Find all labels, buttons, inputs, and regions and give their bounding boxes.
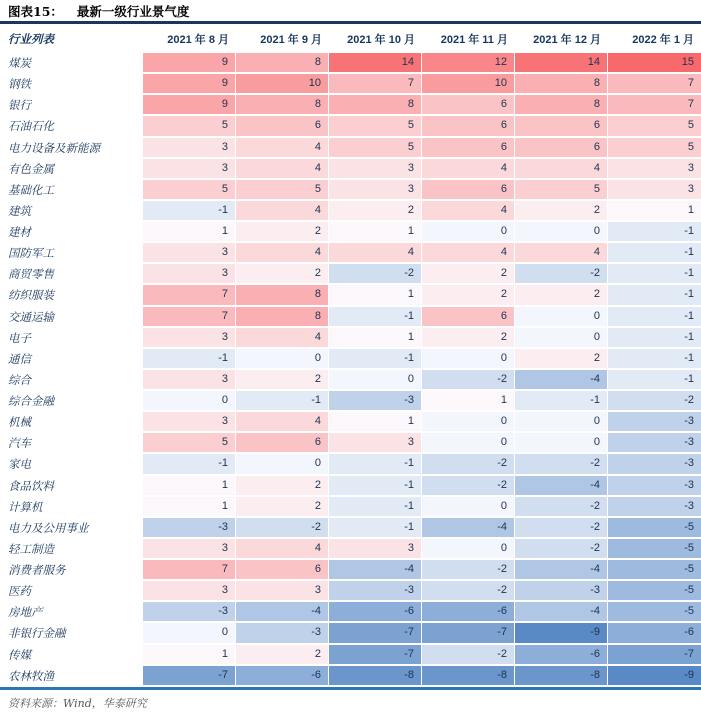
heatmap-cell: 7 (329, 74, 422, 95)
table-row (0, 222, 701, 243)
heatmap-cell: 2 (236, 222, 329, 243)
heatmap-cell: 4 (515, 159, 608, 180)
heatmap-cell: 0 (422, 433, 515, 454)
table-row (0, 412, 701, 433)
heatmap-cell: 8 (236, 307, 329, 328)
heatmap-cell: 5 (236, 180, 329, 201)
heatmap-cell: 4 (236, 201, 329, 222)
heatmap-cell: -4 (515, 370, 608, 391)
heatmap-cell: 0 (143, 623, 236, 644)
row-label-industry: 有色金属 (8, 161, 54, 176)
heatmap-cell: 4 (236, 539, 329, 560)
heatmap-cell: 2 (515, 201, 608, 222)
heatmap-cell: 14 (515, 53, 608, 74)
heatmap-cell: 8 (515, 74, 608, 95)
table-row (0, 138, 701, 159)
heatmap-cell: 1 (329, 285, 422, 306)
heatmap-cell: 4 (236, 328, 329, 349)
heatmap-cell: -1 (329, 454, 422, 475)
row-label-industry: 电力及公用事业 (8, 520, 89, 535)
source-row (0, 690, 701, 712)
heatmap-cell: 8 (236, 285, 329, 306)
heatmap-cell: -2 (422, 645, 515, 666)
table-row (0, 95, 701, 116)
table-row (0, 349, 701, 370)
heatmap-cell: -1 (608, 264, 701, 285)
row-label-industry: 食品饮料 (8, 478, 54, 493)
heatmap-cell: 0 (515, 412, 608, 433)
heatmap-cell: 3 (329, 433, 422, 454)
heatmap-cell: 0 (515, 328, 608, 349)
heatmap-cell: -3 (515, 581, 608, 602)
heatmap-cell: -4 (329, 560, 422, 581)
heatmap-cell: 8 (236, 95, 329, 116)
heatmap-cell: 0 (515, 222, 608, 243)
heatmap-cell: 1 (422, 391, 515, 412)
heatmap-cell: 4 (329, 243, 422, 264)
row-label-industry: 钢铁 (8, 77, 31, 92)
table-row (0, 159, 701, 180)
table-row (0, 307, 701, 328)
heatmap-cell: 7 (143, 285, 236, 306)
heatmap-cell: 9 (143, 74, 236, 95)
heatmap-cell: 3 (608, 159, 701, 180)
heatmap-cell: 4 (236, 159, 329, 180)
heatmap-cell: -1 (608, 328, 701, 349)
heatmap-cell: -1 (329, 497, 422, 518)
row-label-industry: 电力设备及新能源 (8, 140, 100, 155)
row-label-industry: 商贸零售 (8, 267, 54, 282)
heatmap-cell: 3 (143, 264, 236, 285)
heatmap-cell: 4 (422, 159, 515, 180)
heatmap-cell: 7 (608, 95, 701, 116)
heatmap-cell: 1 (143, 476, 236, 497)
heatmap-cell: 5 (608, 116, 701, 137)
table-row (0, 243, 701, 264)
heatmap-cell: -2 (608, 391, 701, 412)
heatmap-cell: 1 (143, 222, 236, 243)
heatmap-cell: 3 (608, 180, 701, 201)
heatmap-cell: 3 (329, 539, 422, 560)
heatmap-cell: -2 (422, 560, 515, 581)
heatmap-cell: 15 (608, 53, 701, 74)
heatmap-cell: 6 (236, 116, 329, 137)
column-header-month: 2021 年 10 月 (347, 33, 415, 46)
row-label-industry: 综合 (8, 372, 31, 387)
heatmap-cell: 2 (422, 328, 515, 349)
heatmap-cell: 5 (143, 116, 236, 137)
heatmap-cell: 0 (422, 497, 515, 518)
heatmap-cell: 3 (143, 159, 236, 180)
row-label-industry: 家电 (8, 457, 31, 472)
heatmap-cell: 2 (236, 370, 329, 391)
heatmap-cell: 7 (608, 74, 701, 95)
heatmap-cell: -9 (608, 666, 701, 687)
column-header-month: 2021 年 12 月 (533, 33, 601, 46)
heatmap-cell: -1 (329, 349, 422, 370)
heatmap-cell: -9 (515, 623, 608, 644)
heatmap-cell: -3 (608, 412, 701, 433)
heatmap-cell: -3 (608, 454, 701, 475)
heatmap-cell: -8 (329, 666, 422, 687)
heatmap-cell: 7 (143, 307, 236, 328)
heatmap-cell: 0 (422, 412, 515, 433)
column-header-month: 2021 年 8 月 (167, 33, 229, 46)
table-row (0, 581, 701, 602)
heatmap-cell: -5 (608, 602, 701, 623)
row-label-industry: 银行 (8, 98, 31, 113)
heatmap-cell: -2 (422, 581, 515, 602)
heatmap-cell: -2 (515, 518, 608, 539)
heatmap-cell: -7 (329, 645, 422, 666)
figure-title (0, 0, 701, 21)
heatmap-cell: -4 (515, 476, 608, 497)
heatmap-cell: 4 (515, 243, 608, 264)
table-row (0, 433, 701, 454)
heatmap-cell: -2 (515, 539, 608, 560)
heatmap-cell: 4 (422, 201, 515, 222)
heatmap-cell: 0 (422, 222, 515, 243)
table-header-row (0, 24, 701, 53)
heatmap-cell: -1 (329, 307, 422, 328)
table-row (0, 74, 701, 95)
table-row (0, 180, 701, 201)
heatmap-cell: -3 (143, 602, 236, 623)
heatmap-cell: 4 (236, 412, 329, 433)
source-text: 资料来源：Wind，华泰研究 (8, 696, 147, 710)
heatmap-cell: -1 (515, 391, 608, 412)
heatmap-cell: 4 (236, 138, 329, 159)
heatmap-cell: 2 (236, 476, 329, 497)
heatmap-cell: 3 (143, 243, 236, 264)
heatmap-cell: 1 (329, 412, 422, 433)
heatmap-cell: -1 (608, 370, 701, 391)
heatmap-cell: -3 (608, 497, 701, 518)
table-row (0, 476, 701, 497)
heatmap-cell: -1 (608, 222, 701, 243)
table-row (0, 53, 701, 74)
heatmap-cell: -1 (143, 454, 236, 475)
heatmap-cell: 4 (422, 243, 515, 264)
heatmap-cell: 10 (422, 74, 515, 95)
row-label-industry: 纺织服装 (8, 288, 54, 303)
table-row (0, 454, 701, 475)
row-label-industry: 轻工制造 (8, 541, 54, 556)
heatmap-cell: 6 (422, 95, 515, 116)
heatmap-cell: -6 (329, 602, 422, 623)
heatmap-cell: -4 (236, 602, 329, 623)
table-row (0, 560, 701, 581)
heatmap-cell: -1 (608, 243, 701, 264)
heatmap-cell: -4 (515, 602, 608, 623)
heatmap-cell: -3 (329, 581, 422, 602)
figure-title-text: 最新一级行业景气度 (76, 4, 190, 19)
heatmap-cell: 3 (143, 581, 236, 602)
heatmap-cell: 5 (143, 433, 236, 454)
heatmap-cell: -2 (515, 454, 608, 475)
heatmap-cell: 8 (329, 95, 422, 116)
heatmap-cell: -7 (143, 666, 236, 687)
heatmap-cell: -6 (422, 602, 515, 623)
row-label-industry: 农林牧渔 (8, 668, 54, 683)
heatmap-cell: 5 (515, 180, 608, 201)
heatmap-cell: 6 (236, 433, 329, 454)
heatmap-cell: 5 (329, 116, 422, 137)
heatmap-cell: -5 (608, 518, 701, 539)
heatmap-cell: 3 (143, 539, 236, 560)
row-label-industry: 计算机 (8, 499, 43, 514)
heatmap-cell: -4 (515, 560, 608, 581)
heatmap-cell: -3 (143, 518, 236, 539)
heatmap-cell: 9 (143, 53, 236, 74)
heatmap-cell: 0 (515, 307, 608, 328)
row-label-industry: 房地产 (8, 605, 43, 620)
heatmap-cell: 6 (422, 307, 515, 328)
heatmap-cell: -8 (422, 666, 515, 687)
heatmap-cell: 2 (515, 285, 608, 306)
heatmap-cell: 3 (143, 412, 236, 433)
heatmap-cell: 4 (236, 243, 329, 264)
table-row (0, 285, 701, 306)
heatmap-cell: 2 (329, 201, 422, 222)
row-label-industry: 基础化工 (8, 182, 54, 197)
table-row (0, 518, 701, 539)
heatmap-cell: 0 (143, 391, 236, 412)
heatmap-cell: -5 (608, 539, 701, 560)
row-label-industry: 消费者服务 (8, 563, 66, 577)
heatmap-cell: 2 (422, 264, 515, 285)
heatmap-cell: 12 (422, 53, 515, 74)
heatmap-cell: -4 (422, 518, 515, 539)
heatmap-cell: 3 (143, 138, 236, 159)
heatmap-cell: -3 (329, 391, 422, 412)
heatmap-cell: 0 (422, 539, 515, 560)
table-row (0, 623, 701, 644)
heatmap-cell: -2 (515, 497, 608, 518)
heatmap-cell: -1 (608, 307, 701, 328)
heatmap-cell: -2 (236, 518, 329, 539)
heatmap-cell: 1 (143, 645, 236, 666)
heatmap-cell: 2 (236, 264, 329, 285)
table-row (0, 201, 701, 222)
heatmap-cell: 3 (329, 180, 422, 201)
table-row (0, 497, 701, 518)
heatmap-cell: 1 (608, 201, 701, 222)
table-row (0, 328, 701, 349)
row-label-industry: 石油石化 (8, 119, 54, 134)
heatmap-cell: -2 (329, 264, 422, 285)
column-header-month: 2021 年 9 月 (260, 33, 322, 46)
heatmap-cell: 2 (236, 497, 329, 518)
heatmap-cell: -2 (422, 370, 515, 391)
table-row (0, 391, 701, 412)
heatmap-cell: 1 (329, 222, 422, 243)
heatmap-cell: -3 (608, 433, 701, 454)
heatmap-cell: -8 (515, 666, 608, 687)
row-label-industry: 国防军工 (8, 246, 54, 261)
heatmap-cell: 5 (608, 138, 701, 159)
column-header-month: 2021 年 11 月 (440, 33, 508, 46)
table-row (0, 645, 701, 666)
heatmap-cell: -7 (608, 645, 701, 666)
heatmap-cell: -1 (143, 201, 236, 222)
heatmap-cell: 8 (515, 95, 608, 116)
row-label-industry: 电子 (8, 330, 31, 345)
heatmap-cell: 2 (422, 285, 515, 306)
heatmap-cell: -5 (608, 581, 701, 602)
row-label-industry: 非银行金融 (8, 626, 66, 641)
heatmap-cell: 9 (143, 95, 236, 116)
heatmap-cell: -3 (236, 623, 329, 644)
table-row (0, 370, 701, 391)
heatmap-cell: 5 (143, 180, 236, 201)
row-header-label: 行业列表 (8, 31, 54, 46)
heatmap-cell: 8 (236, 53, 329, 74)
heatmap-cell: 6 (515, 138, 608, 159)
heatmap-cell: 14 (329, 53, 422, 74)
row-label-industry: 建材 (8, 225, 31, 239)
row-label-industry: 汽车 (8, 436, 31, 451)
heatmap-cell: 3 (143, 370, 236, 391)
heatmap-cell: -1 (143, 349, 236, 370)
row-label-industry: 建筑 (8, 203, 31, 218)
heatmap-cell: -1 (608, 285, 701, 306)
row-label-industry: 通信 (8, 351, 31, 366)
heatmap-cell: -1 (608, 349, 701, 370)
row-label-industry: 交通运输 (8, 309, 54, 324)
heatmap-cell: 0 (422, 349, 515, 370)
row-label-industry: 机械 (8, 415, 31, 430)
heatmap-cell: -2 (515, 264, 608, 285)
heatmap-cell: 0 (329, 370, 422, 391)
heatmap-cell: 0 (515, 433, 608, 454)
heatmap-cell: 6 (422, 138, 515, 159)
heatmap-body (0, 53, 701, 687)
heatmap-cell: -6 (608, 623, 701, 644)
heatmap-cell: -7 (329, 623, 422, 644)
heatmap-cell: 3 (329, 159, 422, 180)
heatmap-cell: 3 (236, 581, 329, 602)
heatmap-cell: -5 (608, 560, 701, 581)
heatmap-cell: 5 (329, 138, 422, 159)
heatmap-cell: -7 (422, 623, 515, 644)
table-row (0, 264, 701, 285)
heatmap-cell: 6 (422, 116, 515, 137)
table-row (0, 539, 701, 560)
table-row (0, 116, 701, 137)
heatmap-cell: 10 (236, 74, 329, 95)
heatmap-cell: 1 (143, 497, 236, 518)
figure-number-label: 图表15： (8, 4, 63, 19)
heatmap-cell: 6 (515, 116, 608, 137)
heatmap-cell: -1 (329, 518, 422, 539)
heatmap-cell: -1 (236, 391, 329, 412)
heatmap-cell: 2 (236, 645, 329, 666)
heatmap-cell: -2 (422, 454, 515, 475)
row-label-industry: 传媒 (8, 647, 31, 662)
heatmap-cell: -6 (515, 645, 608, 666)
heatmap-cell: -1 (329, 476, 422, 497)
row-label-industry: 综合金融 (8, 394, 54, 408)
heatmap-cell: 3 (143, 328, 236, 349)
heatmap-cell: 6 (422, 180, 515, 201)
heatmap-cell: 0 (236, 454, 329, 475)
heatmap-cell: -2 (422, 476, 515, 497)
heatmap-cell: -6 (236, 666, 329, 687)
row-label-industry: 医药 (8, 584, 31, 599)
heatmap-cell: 7 (143, 560, 236, 581)
heatmap-cell: -3 (608, 476, 701, 497)
row-label-industry: 煤炭 (8, 56, 31, 70)
table-row (0, 602, 701, 623)
heatmap-cell: 1 (329, 328, 422, 349)
table-row (0, 666, 701, 687)
column-header-month: 2022 年 1 月 (632, 33, 694, 46)
heatmap-cell: 6 (236, 560, 329, 581)
heatmap-cell: 2 (515, 349, 608, 370)
heatmap-cell: 0 (236, 349, 329, 370)
